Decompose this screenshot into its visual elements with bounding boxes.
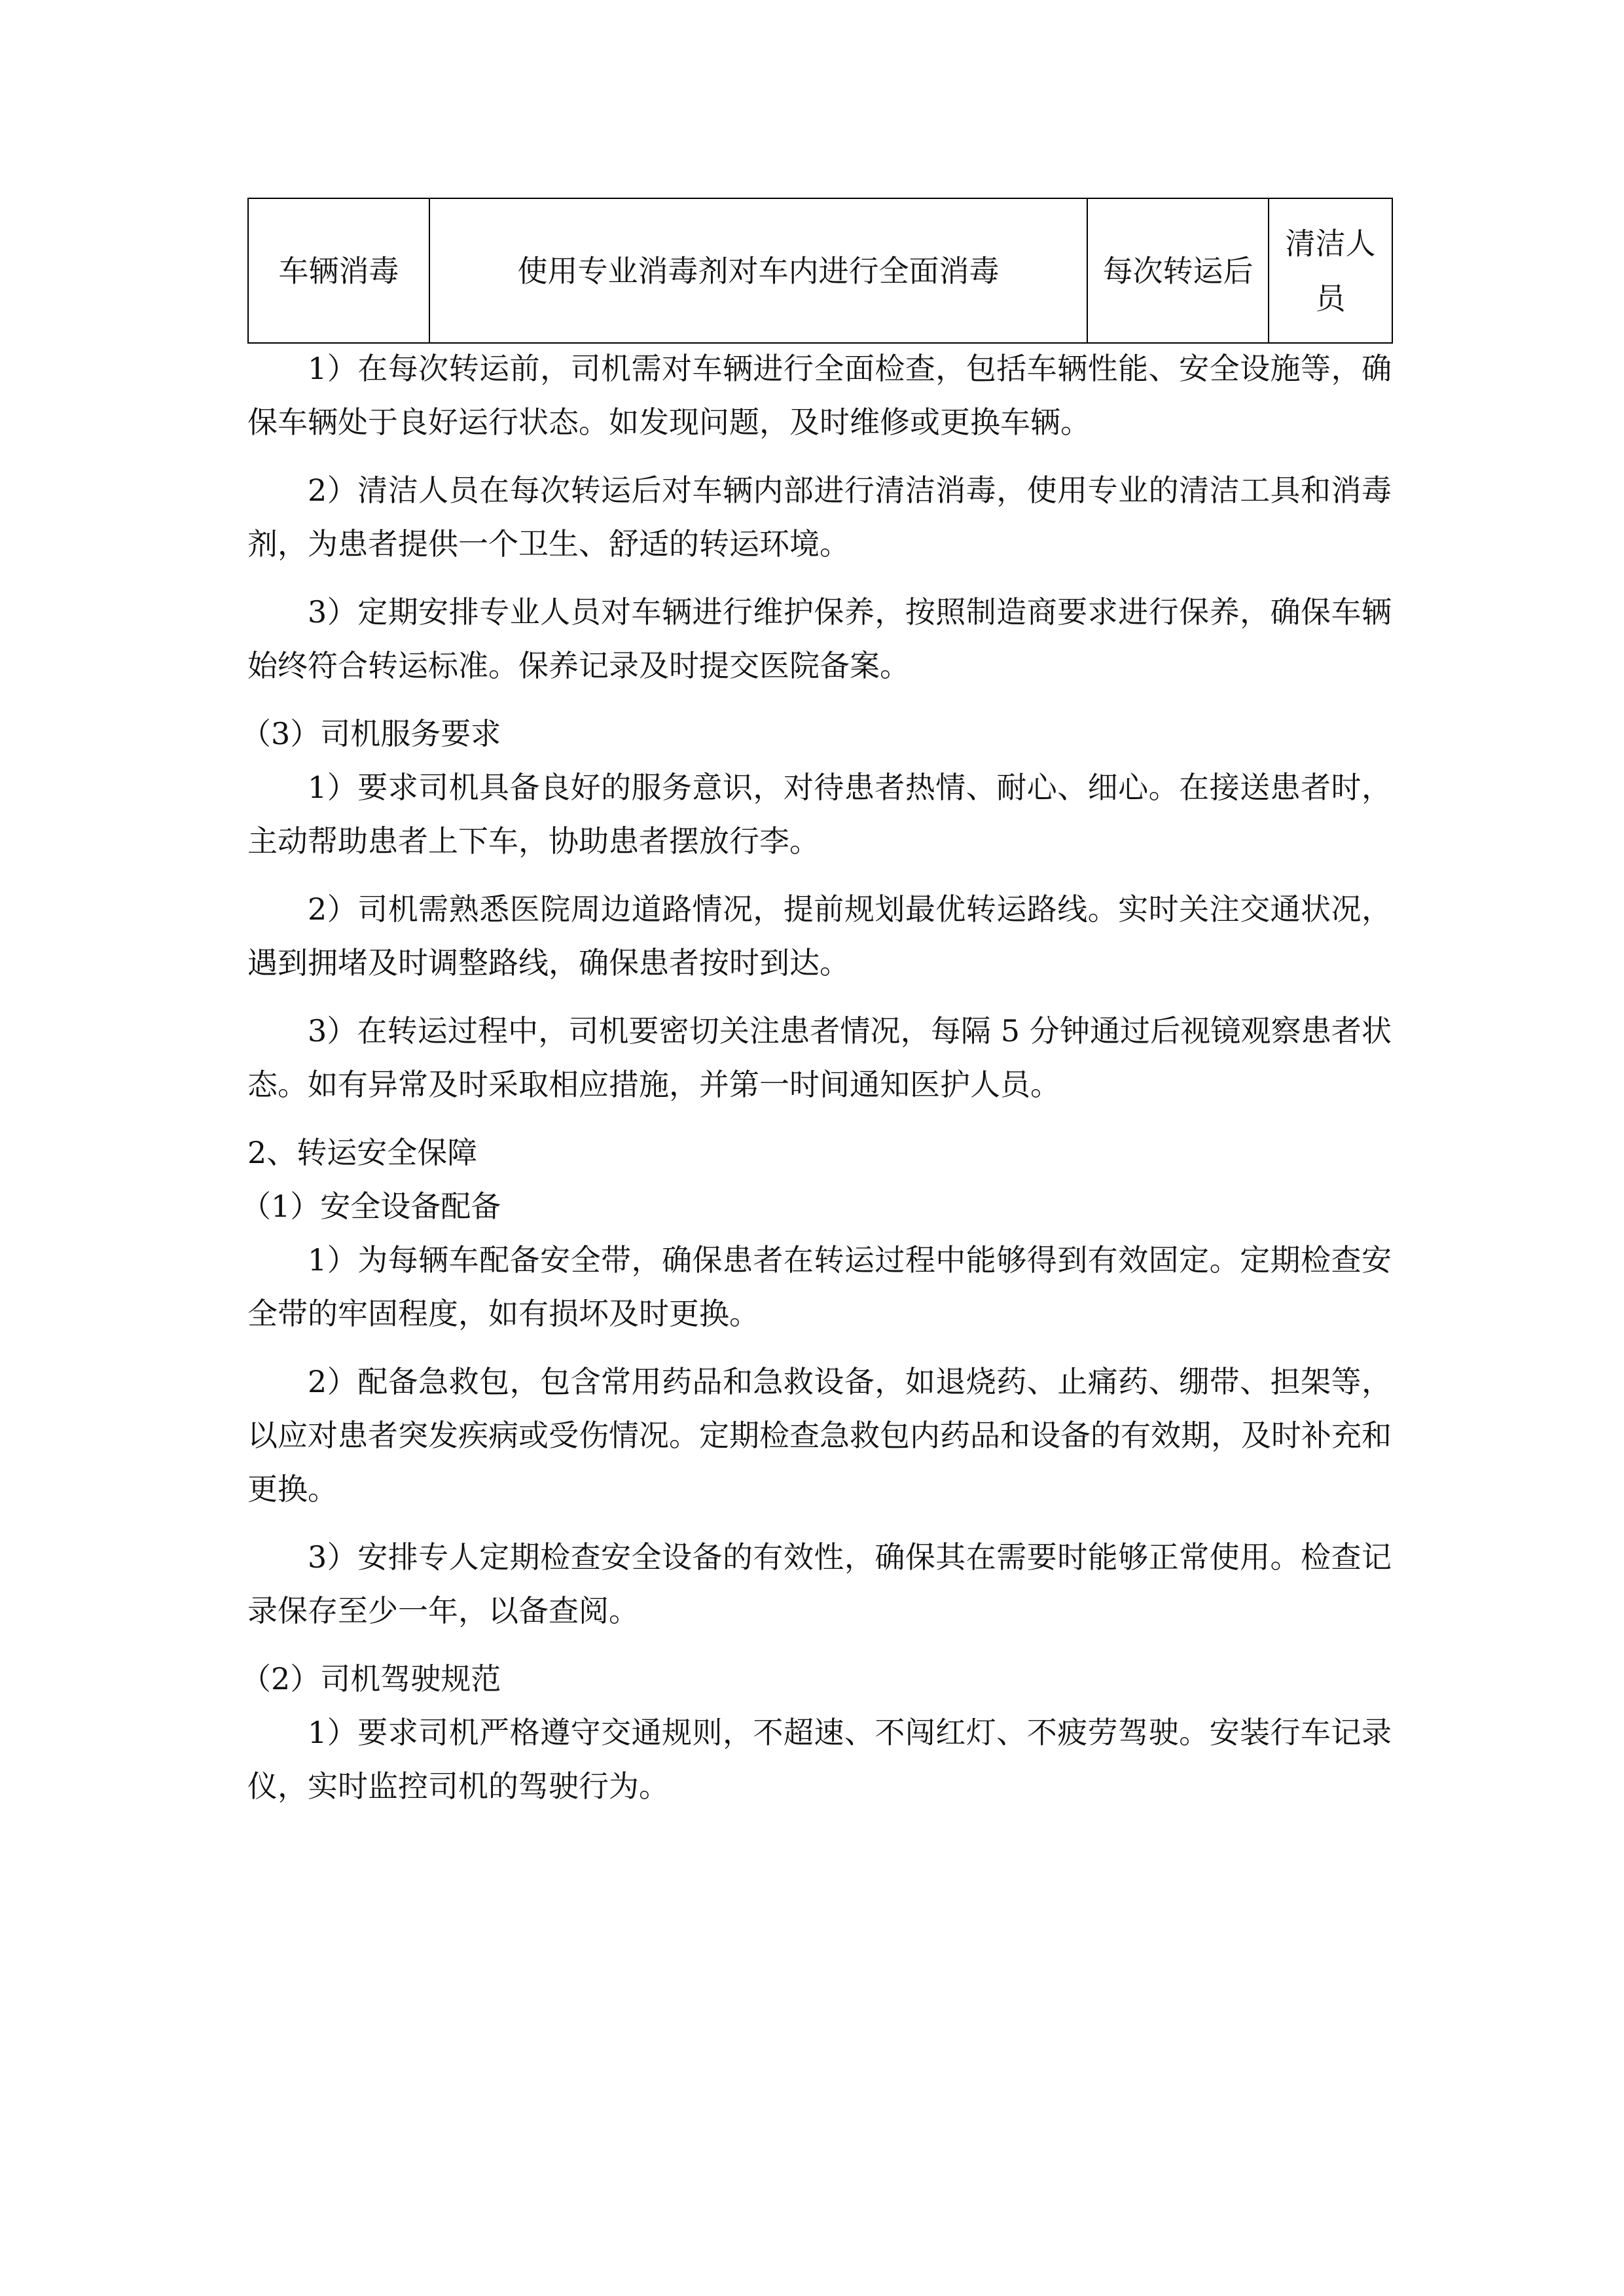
paragraph: 1）为每辆车配备安全带，确保患者在转运过程中能够得到有效固定。定期检查安全带的牢固程度，如有损坏及时更换。 [247,1242,1392,1331]
paragraph: 3）安排专人定期检查安全设备的有效性，确保其在需要时能够正常使用。检查记录保存至少一年，以备查阅。 [247,1539,1392,1628]
paragraph: 3）在转运过程中，司机要密切关注患者情况，每隔 5 分钟通过后视镜观察患者状态。如有异常及时采取相应措施，并第一时间通知医护人员。 [247,1013,1392,1102]
subheading: （2）司机驾驶规范 [241,1661,501,1696]
body-text [241,342,1392,1827]
subheading: （3）司机服务要求 [241,716,501,751]
paragraph: 1）要求司机具备良好的服务意识，对待患者热情、耐心、细心。在接送患者时，主动帮助患者上下车，协助患者摆放行李。 [247,770,1392,859]
section-heading: 2、转运安全保障 [247,1135,478,1170]
paragraph: 1）在每次转运前，司机需对车辆进行全面检查，包括车辆性能、安全设施等，确保车辆处于良好运行状态。如发现问题，及时维修或更换车辆。 [247,351,1392,440]
table-cell-content: 使用专业消毒剂对车内进行全面消毒 [429,198,1087,343]
paragraph: 2）司机需熟悉医院周边道路情况，提前规划最优转运路线。实时关注交通状况，遇到拥堵及时调整路线，确保患者按时到达。 [247,891,1392,980]
table-row [248,198,1392,343]
table-cell-frequency: 每次转运后 [1087,198,1269,343]
subheading: （1）安全设备配备 [241,1189,501,1224]
paragraph: 2）配备急救包，包含常用药品和急救设备，如退烧药、止痛药、绷带、担架等，以应对患者突发疾病或受伤情况。定期检查急救包内药品和设备的有效期，及时补充和更换。 [247,1364,1392,1507]
table-cell-item: 车辆消毒 [248,198,429,343]
table-cell-responsible: 清洁人员 [1269,198,1392,343]
paragraph: 1）要求司机严格遵守交通规则，不超速、不闯红灯、不疲劳驾驶。安装行车记录仪，实时监控司机的驾驶行为。 [247,1715,1392,1804]
paragraph: 2）清洁人员在每次转运后对车辆内部进行清洁消毒，使用专业的清洁工具和消毒剂，为患者提供一个卫生、舒适的转运环境。 [247,473,1392,562]
paragraph: 3）定期安排专业人员对车辆进行维护保养，按照制造商要求进行保养，确保车辆始终符合转运标准。保养记录及时提交医院备案。 [247,594,1392,683]
maintenance-table [247,198,1393,344]
